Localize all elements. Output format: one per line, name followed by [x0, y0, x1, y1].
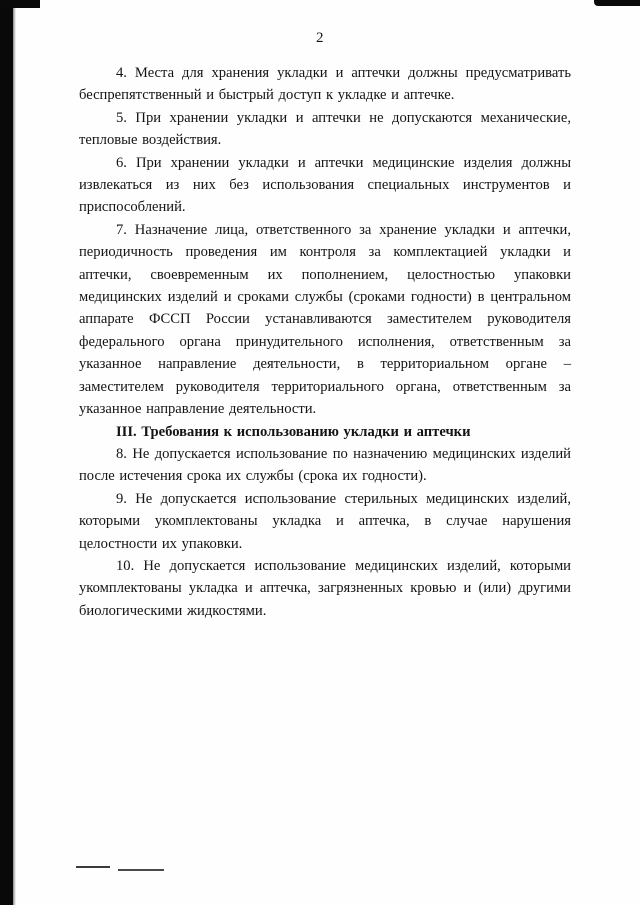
scan-artifact-top-right — [594, 0, 640, 6]
paragraph-6: 6. При хранении укладки и аптечки медицинские изделия должны извлекаться из них без использования специальных инструментов и приспособлений. — [79, 154, 571, 216]
paragraph-10: 10. Не допускается использование медицинских изделий, которыми укомплектованы укладка и аптечка, загрязненных кровью и (или) другими биологическими жидкостями. — [79, 557, 571, 619]
scan-artifact-left-bar — [0, 0, 13, 905]
paragraph-5: 5. При хранении укладки и аптечки не допускаются механические, тепловые воздействия. — [79, 109, 571, 149]
paragraph-7: 7. Назначение лица, ответственного за хранение укладки и аптечки, периодичность проведения им контроля за комплектацией укладки и аптечки, своевременным их пополнением, целостностью упаковки медицинских изделий и сроками службы (сроками годности) в центральном аппарате ФССП России устанавливаются заместителем руководителя федерального органа принудительного исполнения, ответственным за указанное направление деятельности, в территориальном органе – заместителем руководителя территориального органа, ответственным за указанное направление деятельности. — [79, 221, 571, 418]
paragraph-8: 8. Не допускается использование по назначению медицинских изделий после истечения срока их службы (срока их годности). — [79, 445, 571, 485]
document-body — [79, 62, 571, 622]
scan-artifact-bottom-mark — [118, 869, 164, 871]
paragraph-4: 4. Места для хранения укладки и аптечки должны предусматривать беспрепятственный и быстрый доступ к укладке и аптечке. — [79, 65, 571, 104]
scan-artifact-bottom-mark — [76, 866, 110, 868]
paragraph-9: 9. Не допускается использование стерильных медицинских изделий, которыми укомплектованы укладка и аптечка, в случае нарушения целостности их упаковки. — [79, 490, 571, 552]
section-heading-iii: III. Требования к использованию укладки и аптечки — [116, 423, 471, 440]
page-number: 2 — [316, 30, 324, 46]
scan-artifact-top-left — [0, 0, 40, 8]
